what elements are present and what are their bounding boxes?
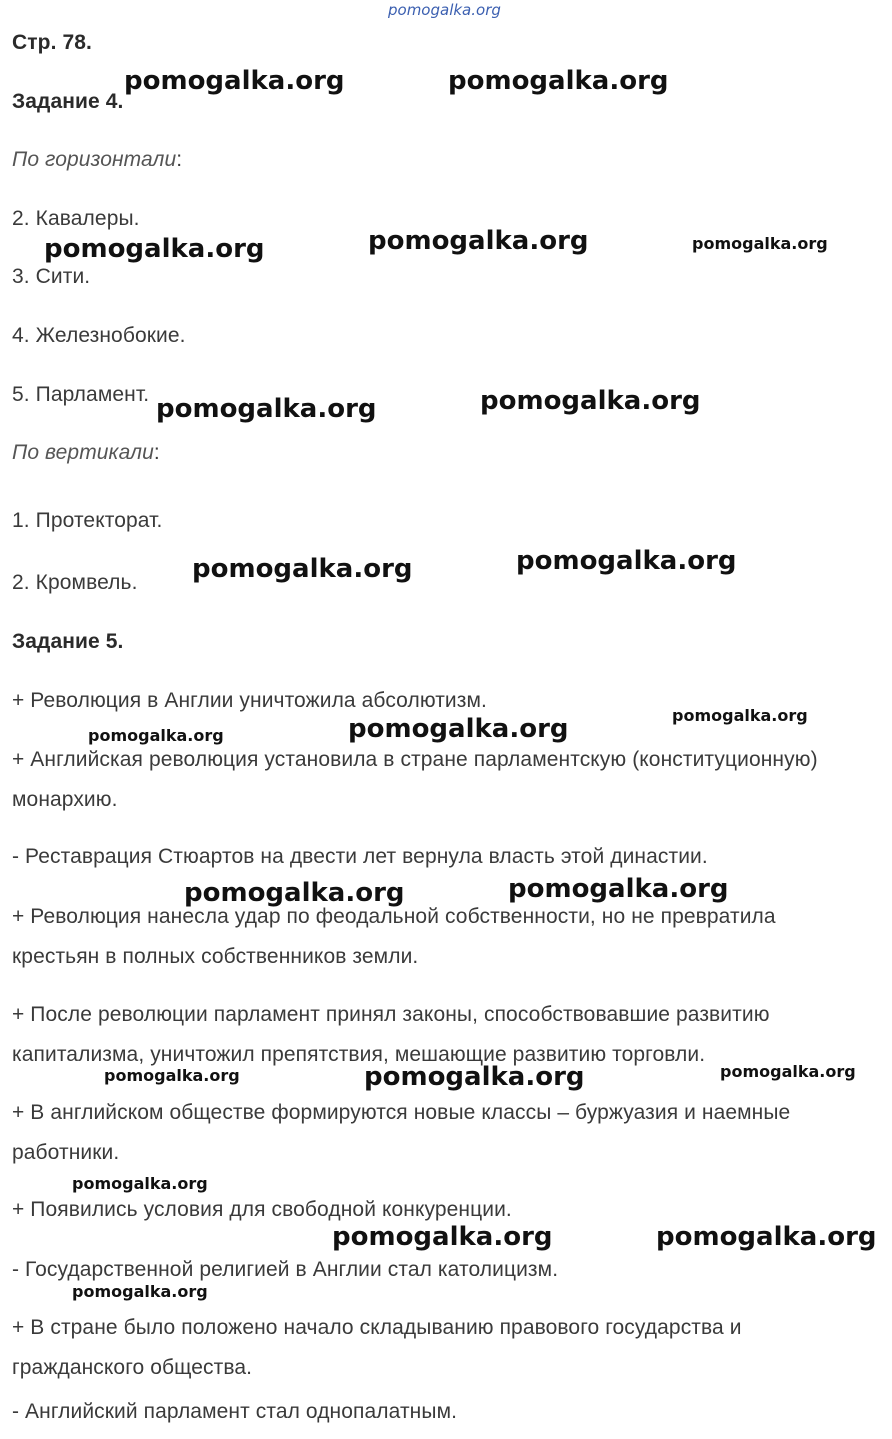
page-heading: Стр. 78. xyxy=(12,31,92,54)
task5-title: Задание 5. xyxy=(12,630,124,653)
watermark: pomogalka.org xyxy=(448,66,669,96)
task4-title: Задание 4. xyxy=(12,90,124,113)
statement xyxy=(12,837,890,877)
horizontal-label: По горизонтали xyxy=(12,148,177,171)
statement-line: + Появились условия для свободной конкуренции. xyxy=(12,1198,512,1221)
site-watermark-top: pomogalka.org xyxy=(388,1,501,19)
statement-line: + После революции парламент принял законы, способствовавшие развитию xyxy=(12,1003,770,1026)
watermark: pomogalka.org xyxy=(88,726,224,745)
horizontal-item: 4. Железнобокие. xyxy=(12,324,186,347)
statement-line: крестьян в полных собственников земли. xyxy=(12,945,419,968)
watermark: pomogalka.org xyxy=(72,1282,208,1301)
statement-line: работники. xyxy=(12,1141,120,1164)
watermark: pomogalka.org xyxy=(508,874,729,904)
watermark: pomogalka.org xyxy=(672,706,808,725)
horizontal-colon: : xyxy=(176,148,183,171)
horizontal-item: 2. Кавалеры. xyxy=(12,207,140,230)
watermark: pomogalka.org xyxy=(124,66,345,96)
statement-line: гражданского общества. xyxy=(12,1356,253,1379)
statement-line: капитализма, уничтожил препятствия, мешающие развитию торговли. xyxy=(12,1043,706,1066)
statement-line: + Революция в Англии уничтожила абсолютизм. xyxy=(12,689,487,712)
horizontal-label-row xyxy=(12,140,182,180)
vertical-item: 1. Протекторат. xyxy=(12,509,163,532)
watermark: pomogalka.org xyxy=(104,1066,240,1085)
horizontal-item: 5. Парламент. xyxy=(12,383,150,406)
watermark: pomogalka.org xyxy=(192,554,413,584)
statement-line: + В стране было положено начало складыванию правового государства и xyxy=(12,1316,742,1339)
vertical-label-row xyxy=(12,433,160,473)
watermark: pomogalka.org xyxy=(368,226,589,256)
horizontal-item: 3. Сити. xyxy=(12,265,91,288)
statement-line: - Реставрация Стюартов на двести лет вернула власть этой династии. xyxy=(12,845,708,868)
vertical-item: 2. Кромвель. xyxy=(12,571,138,594)
watermark: pomogalka.org xyxy=(332,1222,553,1252)
statement-line: - Государственной религией в Англии стал католицизм. xyxy=(12,1258,559,1281)
watermark: pomogalka.org xyxy=(656,1222,877,1252)
watermark: pomogalka.org xyxy=(184,878,405,908)
statement xyxy=(12,740,890,820)
statement xyxy=(12,1392,890,1432)
watermark: pomogalka.org xyxy=(480,386,701,416)
vertical-label: По вертикали xyxy=(12,441,154,464)
statement-line: монархию. xyxy=(12,788,118,811)
statement-line: + Английская революция установила в стране парламентскую (конституционную) xyxy=(12,748,818,771)
statement xyxy=(12,897,890,977)
watermark: pomogalka.org xyxy=(720,1062,856,1081)
statement xyxy=(12,1308,890,1388)
vertical-colon: : xyxy=(153,441,160,464)
watermark: pomogalka.org xyxy=(348,714,569,744)
watermark: pomogalka.org xyxy=(72,1174,208,1193)
statement-line: + В английском обществе формируются новые классы – буржуазия и наемные xyxy=(12,1101,791,1124)
watermark: pomogalka.org xyxy=(44,234,265,264)
watermark: pomogalka.org xyxy=(692,234,828,253)
watermark: pomogalka.org xyxy=(516,546,737,576)
statement-line: + Революция нанесла удар по феодальной собственности, но не превратила xyxy=(12,905,776,928)
watermark: pomogalka.org xyxy=(364,1062,585,1092)
statement-line: - Английский парламент стал однопалатным. xyxy=(12,1400,458,1423)
statement xyxy=(12,1093,890,1173)
watermark: pomogalka.org xyxy=(156,394,377,424)
